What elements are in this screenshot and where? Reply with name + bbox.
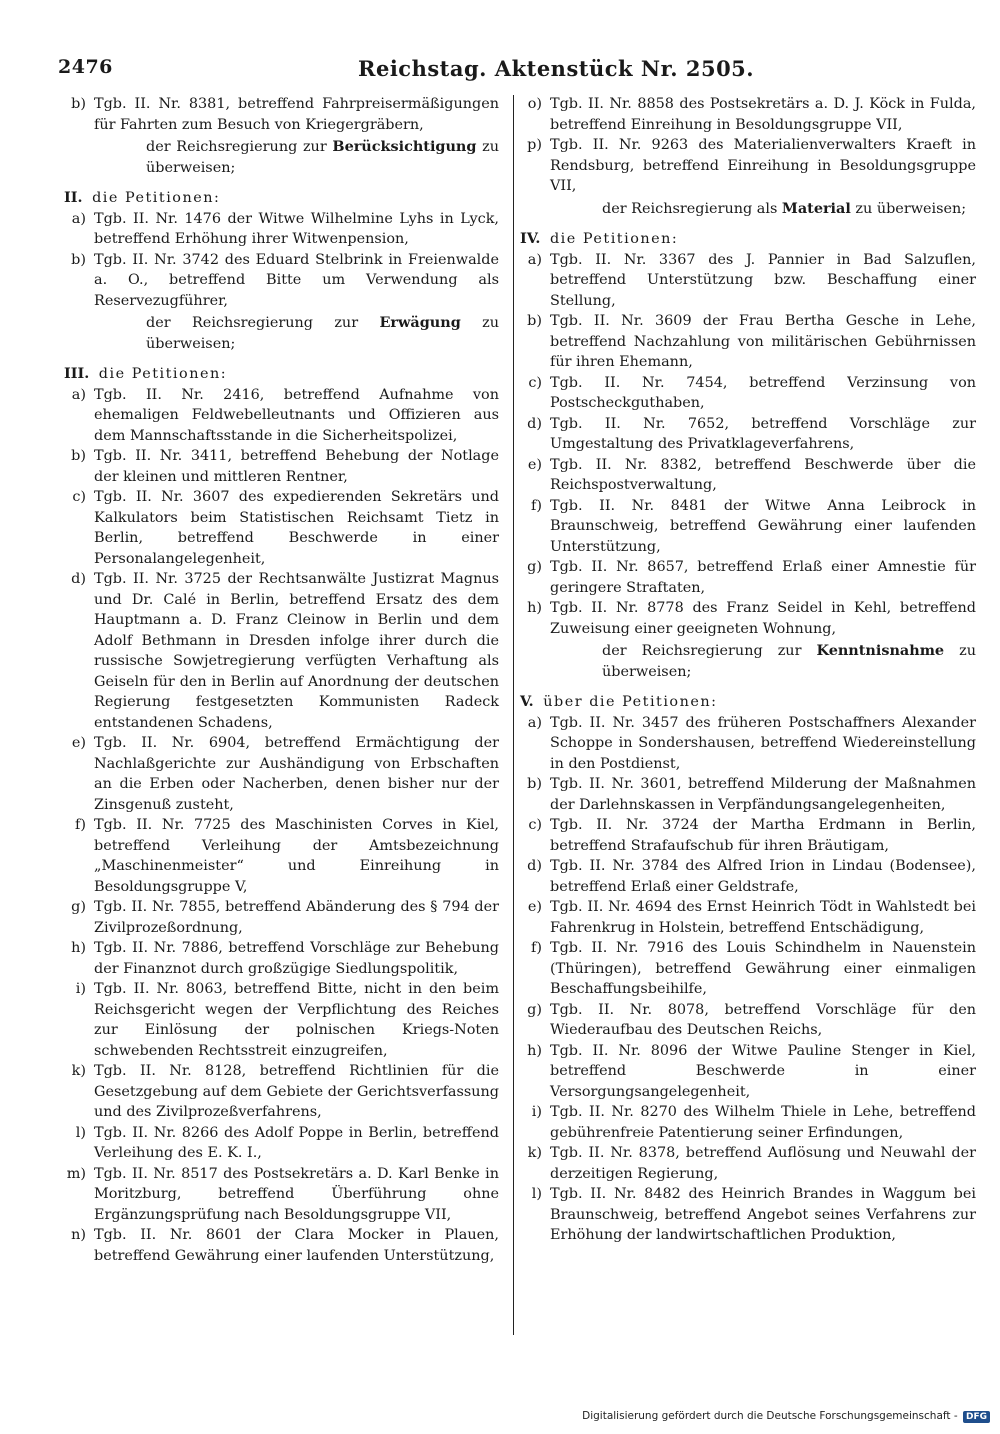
decision-post: zu überweisen;: [602, 643, 976, 680]
item-label: d): [527, 858, 542, 874]
list-item: [64, 1123, 499, 1164]
item-text: Tgb. II. Nr. 8096 der Witwe Pauline Stenger in Kiel, betreffend Beschwerde in einer Versorgungsangelegenheit,: [550, 1042, 976, 1100]
decision-keyword: Material: [781, 199, 851, 217]
item-text: Tgb. II. Nr. 1476 der Witwe Wilhelmine Lyhs in Lyck, betreffend Erhöhung ihrer Witwenpension,: [94, 210, 499, 247]
decision-pre: der Reichsregierung zur: [146, 315, 359, 331]
list-item: [520, 1041, 976, 1103]
item-label: i): [75, 981, 86, 997]
left-column: [64, 94, 499, 1266]
item-text: Tgb. II. Nr. 2416, betreffend Aufnahme von ehemaligen Feldwebelleutnants und Offizieren aus dem Mannschaftsstande in die Sicherheitspolizei,: [94, 386, 499, 444]
intro-section: [64, 94, 499, 178]
section-heading-text: die Petitionen:: [92, 190, 221, 206]
section-iii: [64, 364, 499, 1266]
item-text: Tgb. II. Nr. 3607 des expedierenden Sekretärs und Kalkulators beim Statistischen Reichsamt Tietz in Berlin, betreffend Beschwerde in einer Personalangelegenheit,: [94, 489, 499, 567]
item-text: Tgb. II. Nr. 8078, betreffend Vorschläge für den Wiederaufbau des Deutschen Reichs,: [550, 1001, 976, 1038]
item-label: m): [66, 1165, 86, 1182]
list-item: [64, 938, 499, 979]
item-label: g): [527, 559, 542, 575]
list-item: [520, 373, 976, 414]
item-label: f): [531, 940, 542, 956]
item-label: d): [527, 415, 542, 432]
item-label: h): [527, 1042, 542, 1059]
decision-pre: der Reichsregierung zur: [602, 643, 802, 659]
list-item: [64, 487, 499, 569]
item-label: e): [527, 456, 542, 473]
item-list: [520, 250, 976, 640]
digitization-credit: [582, 1410, 990, 1423]
item-label: h): [71, 940, 86, 956]
item-text: Tgb. II. Nr. 7725 des Maschinisten Corves in Kiel, betreffend Verleihung der Amtsbezeichnung „Maschinenmeister“ und Einreihung in Besoldungsgruppe V,: [94, 817, 499, 895]
item-label: l): [75, 1124, 86, 1141]
page-header: [58, 56, 755, 86]
item-label: b): [527, 313, 542, 329]
list-item: [64, 897, 499, 938]
list-item: [64, 815, 499, 897]
item-text: Tgb. II. Nr. 8381, betreffend Fahrpreisermäßigungen für Fahrten zum Besuch von Kriegergräbern,: [94, 96, 499, 133]
section-iv: [520, 229, 976, 682]
item-text: Tgb. II. Nr. 8266 des Adolf Poppe in Berlin, betreffend Verleihung des E. K. I.,: [94, 1124, 499, 1161]
item-text: Tgb. II. Nr. 8657, betreffend Erlaß einer Amnestie für geringere Straftaten,: [550, 559, 976, 596]
list-item: [520, 414, 976, 455]
list-item: [64, 385, 499, 447]
item-text: Tgb. II. Nr. 8601 der Clara Mocker in Plauen, betreffend Gewährung einer laufenden Unterstützung,: [94, 1227, 499, 1264]
list-item: [520, 496, 976, 558]
list-item: [520, 856, 976, 897]
section-ii: [64, 188, 499, 354]
page-number: 2476: [58, 56, 113, 78]
item-label: c): [72, 489, 86, 505]
item-text: Tgb. II. Nr. 8063, betreffend Bitte, nicht in den beim Reichsgericht wegen der Verpflichtung des Reiches zur Einlösung der polnischen Kriegs-Noten schwebenden Rechtsstreit einzugreifen,: [94, 981, 499, 1059]
list-item: [520, 1143, 976, 1184]
list-item: [520, 135, 976, 197]
decision-post: zu überweisen;: [855, 200, 967, 217]
item-text: Tgb. II. Nr. 4694 des Ernst Heinrich Tödt in Wahlstedt bei Fahrenkrug in Holstein, betreffend Entschädigung,: [550, 899, 976, 936]
decision-line: [146, 313, 499, 354]
item-text: Tgb. II. Nr. 7916 des Louis Schindhelm in Nauenstein (Thüringen), betreffend Gewährung einer einmaligen Beschaffungsbeihilfe,: [550, 940, 976, 997]
section-numeral: II.: [64, 189, 83, 206]
item-label: n): [71, 1227, 86, 1243]
item-label: a): [527, 251, 542, 268]
item-text: Tgb. II. Nr. 3601, betreffend Milderung der Maßnahmen der Darlehnskassen in Verpfändungsangelegenheiten,: [550, 776, 976, 813]
item-text: Tgb. II. Nr. 8270 des Wilhelm Thiele in Lehe, betreffend gebührenfreie Patentierung seiner Erfindungen,: [550, 1104, 976, 1141]
item-list: [64, 209, 499, 312]
section-v: [520, 692, 976, 1246]
section-heading: [520, 229, 976, 250]
list-item: [64, 94, 499, 135]
section-numeral: IV.: [520, 230, 541, 247]
list-item: [520, 250, 976, 312]
list-item: [520, 774, 976, 815]
decision-keyword: Berücksichtigung: [332, 138, 477, 155]
item-text: Tgb. II. Nr. 8517 des Postsekretärs a. D. Karl Benke in Moritzburg, betreffend Überführung ohne Ergänzungsprüfung nach Besoldungsgruppe VII,: [94, 1165, 499, 1223]
list-item: [64, 250, 499, 312]
item-label: b): [71, 251, 86, 268]
item-list: [64, 385, 499, 1267]
list-item: [64, 1225, 499, 1266]
item-text: Tgb. II. Nr. 3411, betreffend Behebung der Notlage der kleinen und mittleren Rentner,: [94, 448, 499, 485]
item-text: Tgb. II. Nr. 3784 des Alfred Irion in Lindau (Bodensee), betreffend Erlaß einer Geldstrafe,: [550, 858, 976, 895]
list-item: [64, 209, 499, 250]
decision-line: [146, 137, 499, 178]
item-text: Tgb. II. Nr. 8378, betreffend Auflösung und Neuwahl der derzeitigen Regierung,: [550, 1145, 976, 1182]
item-label: e): [527, 899, 542, 915]
item-text: Tgb. II. Nr. 3725 der Rechtsanwälte Justizrat Magnus und Dr. Calé in Berlin, betreffend Ersatz des dem Hauptmann a. D. Franz Cleinow in Berlin und dem Adolf Bethmann in Dresden infolge ihrer durch die russische Sowjetregierung verfügten Verhaftung als Geiseln für den in Berlin auf Anordnung der deutschen Regierung festgesetzten Kommunisten Radeck entstandenen Schadens,: [94, 571, 499, 731]
item-text: Tgb. II. Nr. 7652, betreffend Vorschläge zur Umgestaltung des Privatklageverfahrens,: [550, 415, 976, 452]
list-item: [520, 557, 976, 598]
section-heading: [520, 692, 976, 713]
item-text: Tgb. II. Nr. 3457 des früheren Postschaffners Alexander Schoppe in Sondershausen, betreffend Wiedereinstellung in den Postdienst,: [550, 714, 976, 772]
item-label: a): [527, 714, 542, 731]
list-item: [64, 733, 499, 815]
list-item: [520, 897, 976, 938]
item-text: Tgb. II. Nr. 8482 des Heinrich Brandes in Waggum bei Braunschweig, betreffend Angebot seines Verfahrens zur Erhöhung der landwirtschaftlichen Produktion,: [550, 1186, 976, 1243]
decision-keyword: Kenntnisnahme: [816, 642, 945, 659]
decision-post: zu überweisen;: [146, 315, 500, 352]
item-list: [520, 713, 976, 1246]
continuation-section: [520, 94, 976, 219]
item-text: Tgb. II. Nr. 6904, betreffend Ermächtigung der Nachlaßgerichte zur Aushändigung von Erbschaften an die Erben oder Nacherben, denen bisher nur der Zinsgenuß zusteht,: [94, 735, 499, 813]
section-numeral: III.: [64, 365, 90, 382]
item-label: a): [71, 210, 86, 227]
list-item: [520, 713, 976, 775]
decision-keyword: Erwägung: [379, 314, 461, 331]
section-heading-text: die Petitionen:: [549, 231, 679, 247]
credit-text: Digitalisierung gefördert durch die Deutsche Forschungsgemeinschaft -: [582, 1410, 958, 1422]
item-text: Tgb. II. Nr. 8128, betreffend Richtlinien für die Gesetzgebung auf dem Gebiete der Gerichtsverfassung und des Zivilprozeßverfahrens,: [94, 1063, 499, 1120]
list-item: [520, 598, 976, 639]
section-numeral: V.: [520, 693, 534, 710]
item-label: o): [527, 96, 542, 112]
item-label: l): [531, 1186, 542, 1202]
item-text: Tgb. II. Nr. 8481 der Witwe Anna Leibrock in Braunschweig, betreffend Gewährung einer laufenden Unterstützung,: [550, 497, 976, 555]
list-item: [64, 1164, 499, 1226]
item-label: b): [71, 448, 86, 464]
item-text: Tgb. II. Nr. 7855, betreffend Abänderung des § 794 der Zivilprozeßordnung,: [94, 899, 499, 936]
item-label: h): [527, 600, 542, 616]
item-text: Tgb. II. Nr. 3724 der Martha Erdmann in Berlin, betreffend Strafaufschub für ihren Bräutigam,: [550, 817, 976, 854]
item-text: Tgb. II. Nr. 9263 des Materialienverwalters Kraeft in Rendsburg, betreffend Einreihung in Besoldungsgruppe VII,: [550, 137, 976, 194]
item-text: Tgb. II. Nr. 8778 des Franz Seidel in Kehl, betreffend Zuweisung einer geeigneten Wohnung,: [550, 600, 976, 637]
item-label: k): [71, 1063, 86, 1079]
item-label: c): [528, 817, 542, 833]
item-text: Tgb. II. Nr. 8382, betreffend Beschwerde über die Reichspostverwaltung,: [550, 456, 976, 493]
section-heading-text: die Petitionen:: [98, 366, 228, 382]
list-item: [520, 1000, 976, 1041]
section-heading: [64, 364, 499, 385]
item-label: f): [531, 497, 542, 514]
item-text: Tgb. II. Nr. 8858 des Postsekretärs a. D. J. Köck in Fulda, betreffend Einreihung in Besoldungsgruppe VII,: [550, 96, 976, 133]
list-item: [520, 938, 976, 1000]
section-heading-text: über die Petitionen:: [543, 694, 718, 710]
decision-pre: der Reichsregierung zur: [146, 139, 327, 155]
decision-line: [602, 199, 976, 220]
item-label: d): [71, 571, 86, 587]
item-text: Tgb. II. Nr. 3367 des J. Pannier in Bad Salzuflen, betreffend Unterstützung bzw. Beschaffung einer Stellung,: [550, 251, 976, 309]
item-text: Tgb. II. Nr. 3742 des Eduard Stelbrink in Freienwalde a. O., betreffend Bitte um Verwendung als Reservezugführer,: [94, 251, 499, 309]
list-item: [64, 979, 499, 1061]
item-label: a): [71, 386, 86, 403]
item-label: g): [527, 1001, 542, 1018]
running-title: Reichstag. Aktenstück Nr. 2505.: [358, 56, 755, 81]
item-label: p): [527, 137, 542, 153]
decision-post: zu überweisen;: [146, 139, 500, 176]
decision-pre: der Reichsregierung als: [602, 200, 778, 217]
list-item: [64, 1061, 499, 1123]
list-item: [520, 311, 976, 373]
decision-line: [602, 641, 976, 682]
item-list: [520, 94, 976, 197]
list-item: [520, 1102, 976, 1143]
item-text: Tgb. II. Nr. 7886, betreffend Vorschläge zur Behebung der Finanznot durch großzügige Siedlungspolitik,: [94, 940, 499, 977]
item-label: e): [71, 735, 86, 751]
item-label: b): [71, 96, 86, 112]
list-item: [520, 1184, 976, 1246]
item-text: Tgb. II. Nr. 3609 der Frau Bertha Gesche in Lehe, betreffend Nachzahlung von militärischen Gebührnissen für ihren Ehemann,: [550, 313, 976, 370]
item-label: k): [527, 1145, 542, 1161]
item-label: c): [528, 374, 542, 391]
list-item: [64, 446, 499, 487]
column-divider: [513, 95, 514, 1335]
item-label: g): [71, 899, 86, 915]
item-label: f): [75, 817, 86, 833]
list-item: [64, 569, 499, 733]
list-item: [520, 815, 976, 856]
section-heading: [64, 188, 499, 209]
list-item: [520, 455, 976, 496]
dfg-logo: DFG: [963, 1411, 990, 1423]
item-label: i): [531, 1104, 542, 1120]
right-column: [520, 94, 976, 1246]
item-text: Tgb. II. Nr. 7454, betreffend Verzinsung von Postscheckguthaben,: [550, 374, 976, 411]
list-item: [520, 94, 976, 135]
item-label: b): [527, 776, 542, 792]
